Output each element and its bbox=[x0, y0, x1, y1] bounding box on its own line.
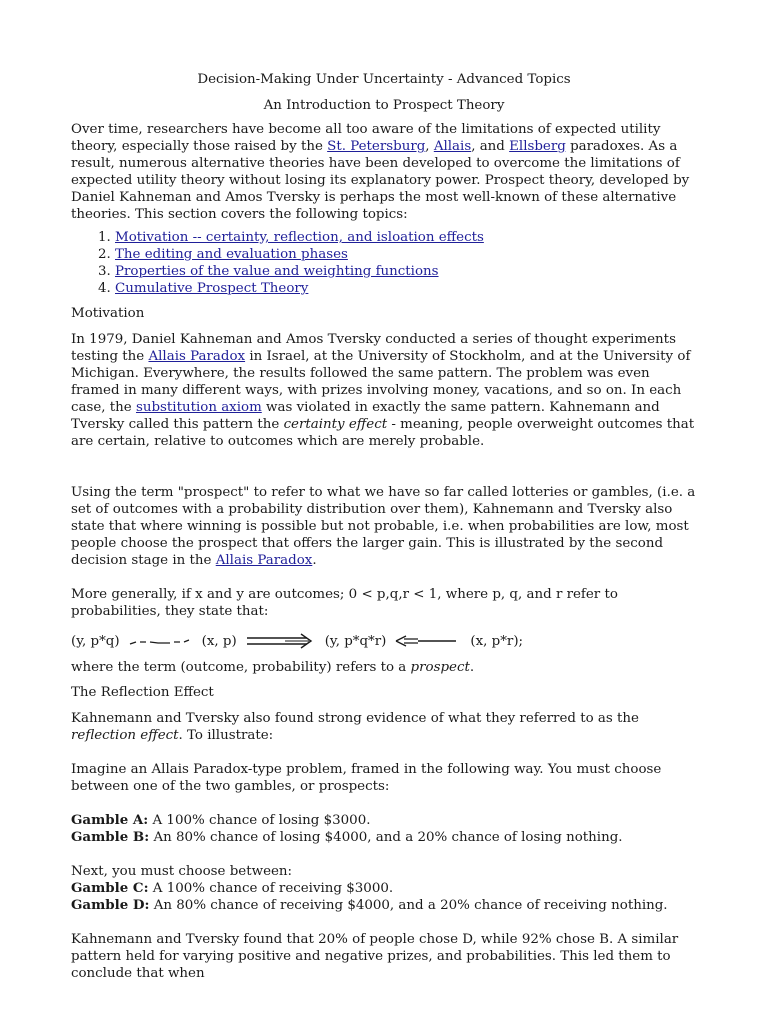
formula-term-2: (x, p) bbox=[201, 633, 237, 649]
gamble-c: Gamble C: A 100% chance of receiving $3000. bbox=[71, 880, 394, 896]
motivation-paragraph-1: In 1979, Daniel Kahneman and Amos Tversky conducted a series of thought experiments testing the Allais Paradox in Israel, at the University of Stockholm, and at the University of Michigan. Everywhere, the results followed the same pattern. The problem was even framed in many different ways, with prizes involving money, vacations, and so on. In each case, the substitution axiom was violated in exactly the same pattern. Kahnemann and Tversky called this pattern the certainty effect - meaning, people overweight outcomes that are certain, relative to outcomes which are merely probable. bbox=[71, 332, 695, 449]
list-item bbox=[115, 263, 697, 280]
intro-paragraph: Over time, researchers have become all too aware of the limitations of expected utility theory, especially those raised by the St. Petersburg, Allais, and Ellsberg paradoxes. As a result, numerous alternative theories have been developed to overcome the limitations of expected utility theory without losing its explanatory power. Prospect theory, developed by Daniel Kahneman and Amos Tversky is perhaps the most well-known of these alternative theories. This section covers the following topics: bbox=[71, 122, 690, 222]
next-choice-intro: Next, you must choose between: bbox=[71, 864, 293, 879]
page-title: Decision-Making Under Uncertainty - Advanced Topics bbox=[197, 72, 571, 87]
link-substitution-axiom[interactable]: substitution axiom bbox=[135, 400, 262, 415]
prospect-definition: where the term (outcome, probability) refers to a prospect. bbox=[71, 660, 475, 675]
link-ellsberg[interactable]: Ellsberg bbox=[509, 139, 566, 154]
heading-reflection-effect: The Reflection Effect bbox=[71, 685, 214, 700]
link-topic-motivation[interactable]: Motivation -- certainty, reflection, and isloation effects bbox=[115, 230, 484, 245]
document-page bbox=[71, 71, 697, 982]
page-subtitle: An Introduction to Prospect Theory bbox=[263, 98, 505, 113]
heading-motivation: Motivation bbox=[71, 306, 145, 321]
formula-term-1: (y, p*q) bbox=[71, 633, 120, 649]
link-st-petersburg[interactable]: St. Petersburg bbox=[327, 139, 426, 154]
link-topic-cumulative[interactable]: Cumulative Prospect Theory bbox=[115, 281, 309, 296]
link-allais-paradox[interactable]: Allais Paradox bbox=[148, 349, 246, 364]
reflection-paragraph-1: Kahnemann and Tversky also found strong evidence of what they referred to as the reflection effect. To illustrate: bbox=[71, 711, 639, 743]
reflection-paragraph-3: Kahnemann and Tversky found that 20% of people chose D, while 92% chose B. A similar pattern held for varying positive and negative prizes, and probabilities. This led them to conclude that when bbox=[71, 932, 679, 981]
gamble-d: Gamble D: An 80% chance of receiving $4000, and a 20% chance of receiving nothing. bbox=[71, 897, 668, 913]
link-topic-value-weighting[interactable]: Properties of the value and weighting functions bbox=[115, 264, 439, 279]
formula-term-4: (x, p*r); bbox=[470, 633, 524, 649]
gamble-b: Gamble B: An 80% chance of losing $4000, and a 20% chance of losing nothing. bbox=[71, 829, 623, 845]
topics-list bbox=[71, 229, 697, 297]
preference-formula bbox=[71, 631, 697, 651]
gamble-a: Gamble A: A 100% chance of losing $3000. bbox=[71, 812, 371, 828]
list-item bbox=[115, 280, 697, 297]
list-item bbox=[115, 246, 697, 263]
implies-double-arrow-icon bbox=[245, 633, 317, 649]
motivation-paragraph-2: Using the term "prospect" to refer to what we have so far called lotteries or gambles, (i.e. a set of outcomes with a probability distribution over them), Kahnemann and Tversky also state that where winning is possible but not probable, i.e. when probabilities are low, most people choose the prospect that offers the larger gain. This is illustrated by the second decision stage in the Allais Paradox. bbox=[71, 485, 696, 568]
weak-preference-arrow-icon bbox=[128, 634, 192, 648]
link-topic-editing[interactable]: The editing and evaluation phases bbox=[115, 247, 348, 262]
list-item bbox=[115, 229, 697, 246]
reflection-paragraph-2: Imagine an Allais Paradox-type problem, framed in the following way. You must choose between one of the two gambles, or prospects: bbox=[71, 762, 662, 794]
link-allais-paradox-2[interactable]: Allais Paradox bbox=[215, 553, 313, 568]
formula-term-3: (y, p*q*r) bbox=[324, 633, 387, 649]
motivation-paragraph-3: More generally, if x and y are outcomes; 0 < p,q,r < 1, where p, q, and r refer to probabilities, they state that: bbox=[71, 587, 618, 619]
link-allais[interactable]: Allais bbox=[433, 139, 472, 154]
reverse-preference-arrow-icon bbox=[394, 633, 460, 649]
